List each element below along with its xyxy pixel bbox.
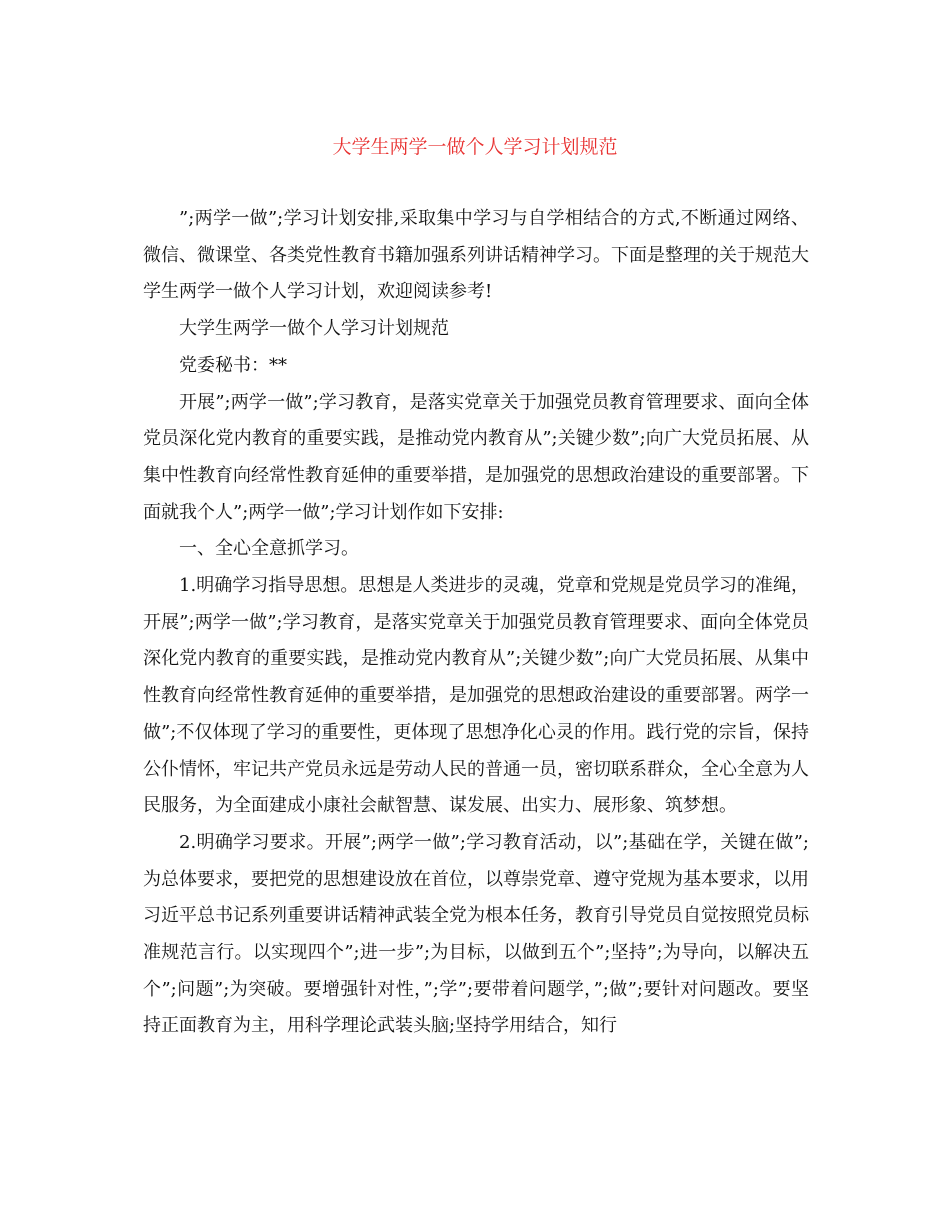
body-paragraph: 2.明确学习要求。开展”;两学一做”;学习教育活动，以”;基础在学，关键在做”;为总体要求，要把党的思想建设放在首位，以尊崇党章、遵守党规为基本要求，以用习近平总书记系列重要讲话精神武装全党为根本任务，教育引导党员自觉按照党员标准规范言行。以实现四个”;进一步”;为目标，以做到五个”;坚持”;为导向，以解决五个”;问题”;为突破。要增强针对性，”;学”;要带着问题学，”;做”;要针对问题改。要坚持正面教育为主，用科学理论武装头脑;坚持学用结合，知行 — [143, 831, 809, 1037]
body-paragraph: 开展”;两学一做”;学习教育，是落实党章关于加强党员教育管理要求、面向全体党员深化党内教育的重要实践，是推动党内教育从”;关键少数”;向广大党员拓展、从集中性教育向经常性教育延伸的重要举措，是加强党的思想政治建设的重要部署。下面就我个人”;两学一做”;学习计划作如下安排: — [143, 391, 809, 523]
author-line: 党委秘书：** — [179, 354, 287, 376]
document-body — [143, 201, 809, 1045]
intro-paragraph: ”;两学一做”;学习计划安排,采取集中学习与自学相结合的方式,不断通过网络、微信、微课堂、各类党性教育书籍加强系列讲话精神学习。下面是整理的关于规范大学生两学一做个人学习计划，欢迎阅读参考! — [143, 208, 809, 303]
section-heading: 大学生两学一做个人学习计划规范 — [179, 318, 449, 340]
document-title: 大学生两学一做个人学习计划规范 — [332, 136, 618, 158]
body-paragraph: 1.明确学习指导思想。思想是人类进步的灵魂，党章和党规是党员学习的准绳，开展”;两学一做”;学习教育，是落实党章关于加强党员教育管理要求、面向全体党员深化党内教育的重要实践，是推动党内教育从”;关键少数”;向广大党员拓展、从集中性教育向经常性教育延伸的重要举措，是加强党的思想政治建设的重要部署。两学一做”;不仅体现了学习的重要性，更体现了思想净化心灵的作用。践行党的宗旨，保持公仆情怀，牢记共产党员永远是劳动人民的普通一员，密切联系群众，全心全意为人民服务，为全面建成小康社会献智慧、谋发展、出实力、展形象、筑梦想。 — [143, 575, 809, 817]
subheading-1: 一、全心全意抓学习。 — [179, 538, 359, 560]
